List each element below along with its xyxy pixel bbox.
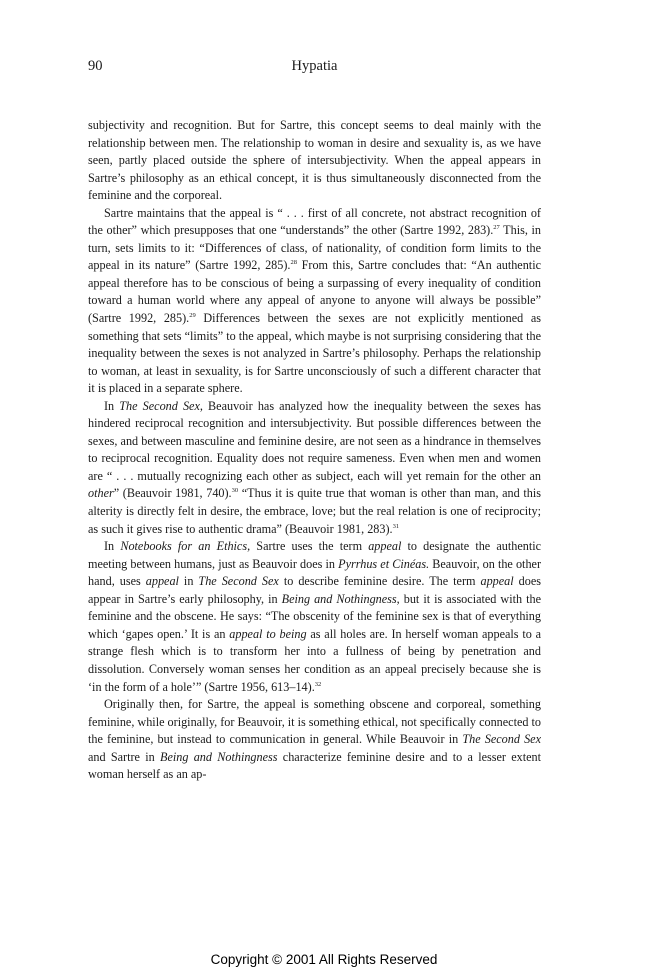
italic-text: appeal	[368, 539, 402, 554]
text-run: Originally then, for Sartre, the appeal is something obscene and corporeal, something feminine, while originally, for Beauvoir, it is something ethical, not specifically connected to the feminine, but instead to communication in general. While Beauvoir in	[88, 697, 541, 747]
text-run: Differences between the sexes are not explicitly mentioned as something that sets “limits” to the appeal, which maybe is not surprising considering that the inequality between the sexes is not analyzed in Sartre’s philosophy. Perhaps the relationship to woman, at least in sexuality, is for Sartre unconsciously of such a different character that it is placed in a separate sphere.	[88, 311, 541, 396]
text-run: to designate the authentic meeting between humans, just as Beauvoir does in	[88, 539, 542, 571]
text-run: ” (Beauvoir 1981, 740).	[113, 486, 232, 501]
italic-text: other	[88, 486, 114, 501]
text-run: Beauvoir has analyzed how the inequality between the sexes has hindered reciprocal recognition and intersubjectivity. But possible differences between the sexes, and between masculine and feminine desire, are not seen as a hindrance in themselves to reciprocal recognition. Equality does not require sameness. Even when men and women are “ . . . mutually recognizing each other as subject, each will yet remain for the other an	[88, 398, 541, 483]
footnote-marker: 28	[290, 259, 297, 267]
page-number: 90	[88, 58, 103, 74]
paragraph	[88, 117, 541, 205]
italic-text: Being and Nothingness,	[281, 591, 400, 606]
paragraph	[88, 398, 541, 538]
running-header	[88, 58, 541, 78]
italic-text: appeal	[145, 574, 179, 589]
paragraph	[88, 696, 541, 784]
text-run: to describe feminine desire. The term	[278, 574, 481, 589]
italic-text: The Second Sex,	[119, 398, 203, 413]
text-run: but it is associated with the feminine and the obscene. He says: “The obscenity of the feminine sex is that of everything which ‘gapes open.’ It is an	[88, 591, 541, 641]
text-run: “Thus it is quite true that woman is other than man, and this alterity is directly felt in desire, the embrace, love; but the real relation is one of reciprocity; as such it gives rise to authentic drama” (Beauvoir 1981, 283).	[88, 486, 541, 536]
footnote-marker: 27	[493, 224, 500, 232]
italic-text: Being and Nothingness	[160, 749, 278, 764]
italic-text: appeal	[480, 574, 514, 589]
text-run: characterize feminine desire and to a lesser extent woman herself as an ap-	[88, 749, 541, 782]
italic-text: Pyrrhus et Cinéas.	[338, 556, 430, 571]
italic-text: appeal to being	[229, 626, 307, 641]
italic-text: Notebooks for an Ethics,	[120, 539, 251, 554]
running-head-title: Hypatia	[291, 58, 338, 74]
text-run: in	[178, 574, 199, 589]
text-run: In	[104, 539, 121, 554]
text-run: as all holes are. In herself woman appeals to a strange flesh which is to transform her into a fullness of being by penetration and dissolution. Conversely woman senses her condition as an appeal precisely because she is ‘in the form of a hole’” (Sartre 1956, 613–14).	[88, 626, 541, 694]
copyright-footer: Copyright © 2001 All Rights Reserved	[210, 952, 438, 967]
text-run: This, in turn, sets limits to it: “Differences of class, of nationality, of condition form limits to the appeal in its nature” (Sartre 1992, 285).	[88, 223, 541, 273]
text-run: Sartre uses the term	[250, 539, 369, 554]
italic-text: The Second Sex	[462, 732, 542, 747]
text-run: and Sartre in	[88, 749, 160, 764]
text-run: subjectivity and recognition. But for Sartre, this concept seems to deal mainly with the relationship between men. The relationship to woman in desire and sexuality is, as we have seen, partly placed outside the sphere of intersubjectivity. When the appeal appears in Sartre’s philosophy as an ethical concept, it is thus simultaneously disconnected from the feminine and the corporeal.	[88, 118, 541, 203]
paragraph	[88, 538, 541, 696]
text-run: Sartre maintains that the appeal is “ . . . first of all concrete, not abstract recognition of the other” which presupposes that one “understands” the other (Sartre 1992, 283).	[88, 205, 541, 238]
footnote-marker: 31	[392, 522, 400, 530]
footnote-marker: 32	[314, 680, 322, 688]
text-run: From this, Sartre concludes that: “An authentic appeal therefore has to be conscious of being a surpassing of every inequality of condition toward a human world where any appeal of anyone to anyone will always be possible” (Sartre 1992, 285).	[88, 258, 541, 326]
italic-text: The Second Sex	[198, 574, 279, 589]
body-text	[88, 117, 541, 784]
text-run: does appear in Sartre’s early philosophy, in	[88, 574, 542, 606]
footnote-marker: 29	[189, 312, 196, 320]
footnote-marker: 30	[231, 487, 239, 495]
text-run: In	[104, 398, 120, 413]
paragraph	[88, 205, 541, 398]
text-run: Beauvoir, on the other hand, uses	[88, 556, 542, 589]
